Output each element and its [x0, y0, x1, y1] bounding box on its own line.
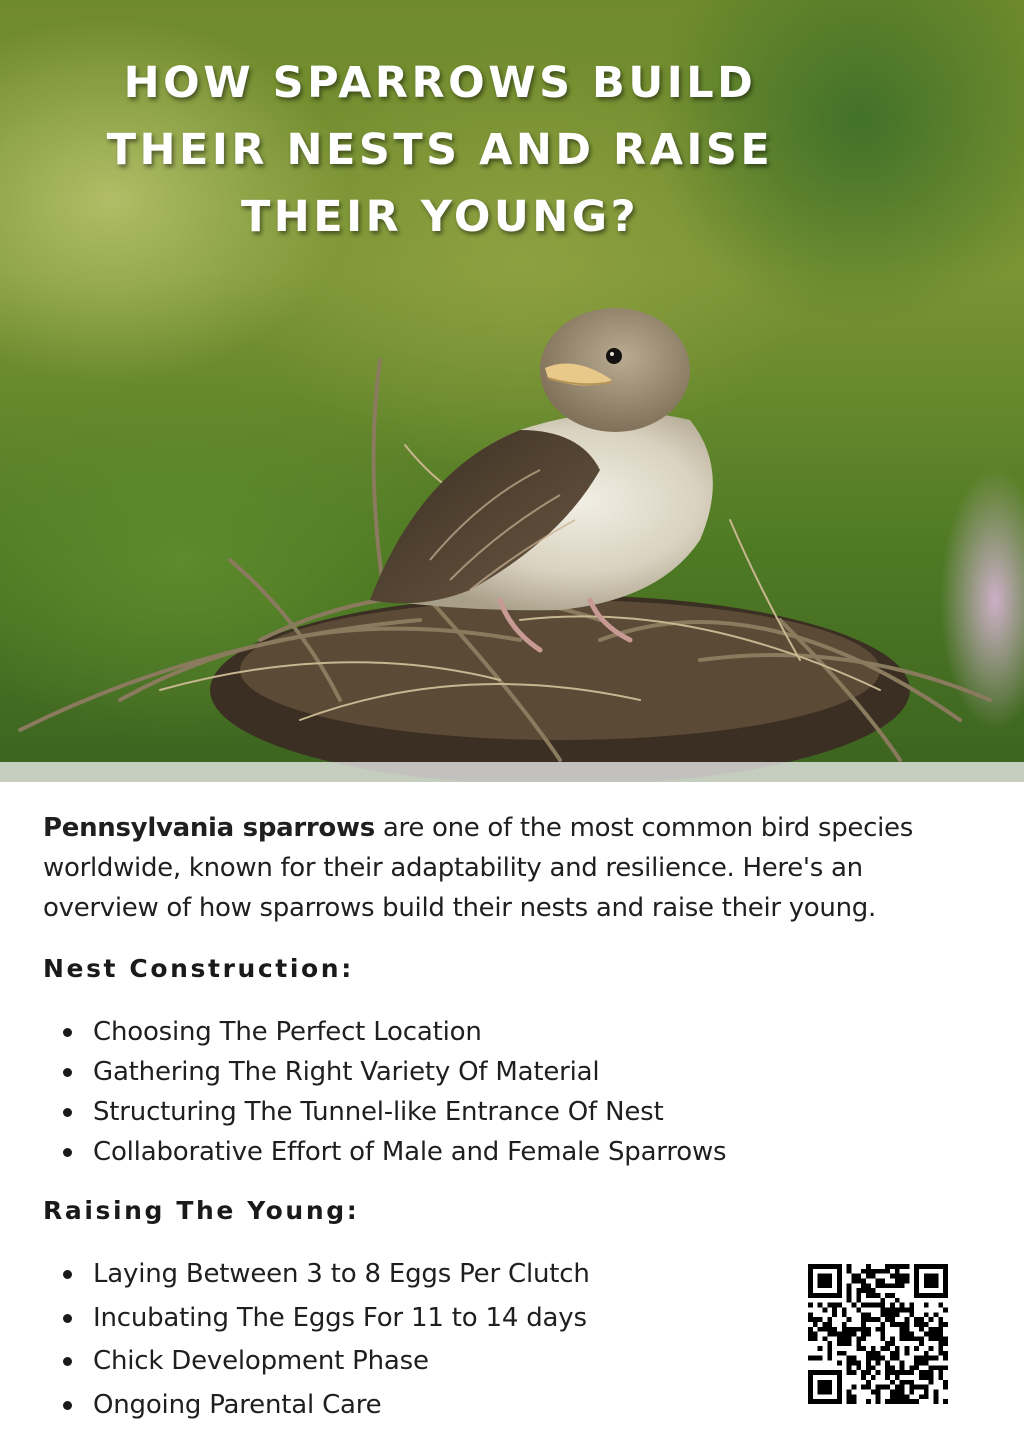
- list-item-label: Gathering The Right Variety Of Material: [93, 1057, 600, 1087]
- list-item: [60, 1132, 726, 1172]
- hero-bottom-band: [0, 762, 1024, 782]
- qr-code-icon[interactable]: [808, 1264, 948, 1404]
- list-item-label: Choosing The Perfect Location: [93, 1017, 482, 1047]
- bullet-dot-icon: [63, 1401, 72, 1410]
- intro-paragraph: [43, 808, 983, 928]
- bullet-dot-icon: [63, 1270, 72, 1279]
- bullet-dot-icon: [63, 1068, 72, 1077]
- raising-young-list: [60, 1253, 590, 1427]
- bullet-dot-icon: [63, 1028, 72, 1037]
- list-item-label: Collaborative Effort of Male and Female Sparrows: [93, 1137, 727, 1167]
- list-item: [60, 1384, 590, 1428]
- bullet-dot-icon: [63, 1314, 72, 1323]
- list-item: [60, 1012, 726, 1052]
- intro-text: are one of the most common bird species worldwide, known for their adaptability and resilience. Here's an overview of how sparrows build their nests and raise their young.: [43, 813, 913, 923]
- page-title: HOW SPARROWS BUILD THEIR NESTS AND RAISE THEIR YOUNG?: [106, 58, 774, 242]
- nest-construction-list: [60, 1012, 726, 1172]
- list-item: [60, 1092, 726, 1132]
- bullet-dot-icon: [63, 1148, 72, 1157]
- list-item-label: Incubating The Eggs For 11 to 14 days: [93, 1302, 587, 1333]
- intro-bold-lead: Pennsylvania sparrows: [43, 813, 375, 843]
- list-item-label: Structuring The Tunnel-like Entrance Of Nest: [93, 1097, 664, 1127]
- list-item: [60, 1253, 590, 1297]
- bullet-dot-icon: [63, 1357, 72, 1366]
- list-item: [60, 1297, 590, 1341]
- bullet-dot-icon: [63, 1108, 72, 1117]
- list-item-label: Laying Between 3 to 8 Eggs Per Clutch: [93, 1259, 590, 1289]
- list-item-label: Chick Development Phase: [93, 1346, 429, 1376]
- list-item-label: Ongoing Parental Care: [93, 1389, 382, 1420]
- list-item: [60, 1052, 726, 1092]
- intro-section: [43, 808, 983, 928]
- raising-young-heading: Raising The Young:: [43, 1196, 360, 1225]
- nest-construction-heading: Nest Construction:: [43, 954, 354, 983]
- list-item: [60, 1340, 590, 1384]
